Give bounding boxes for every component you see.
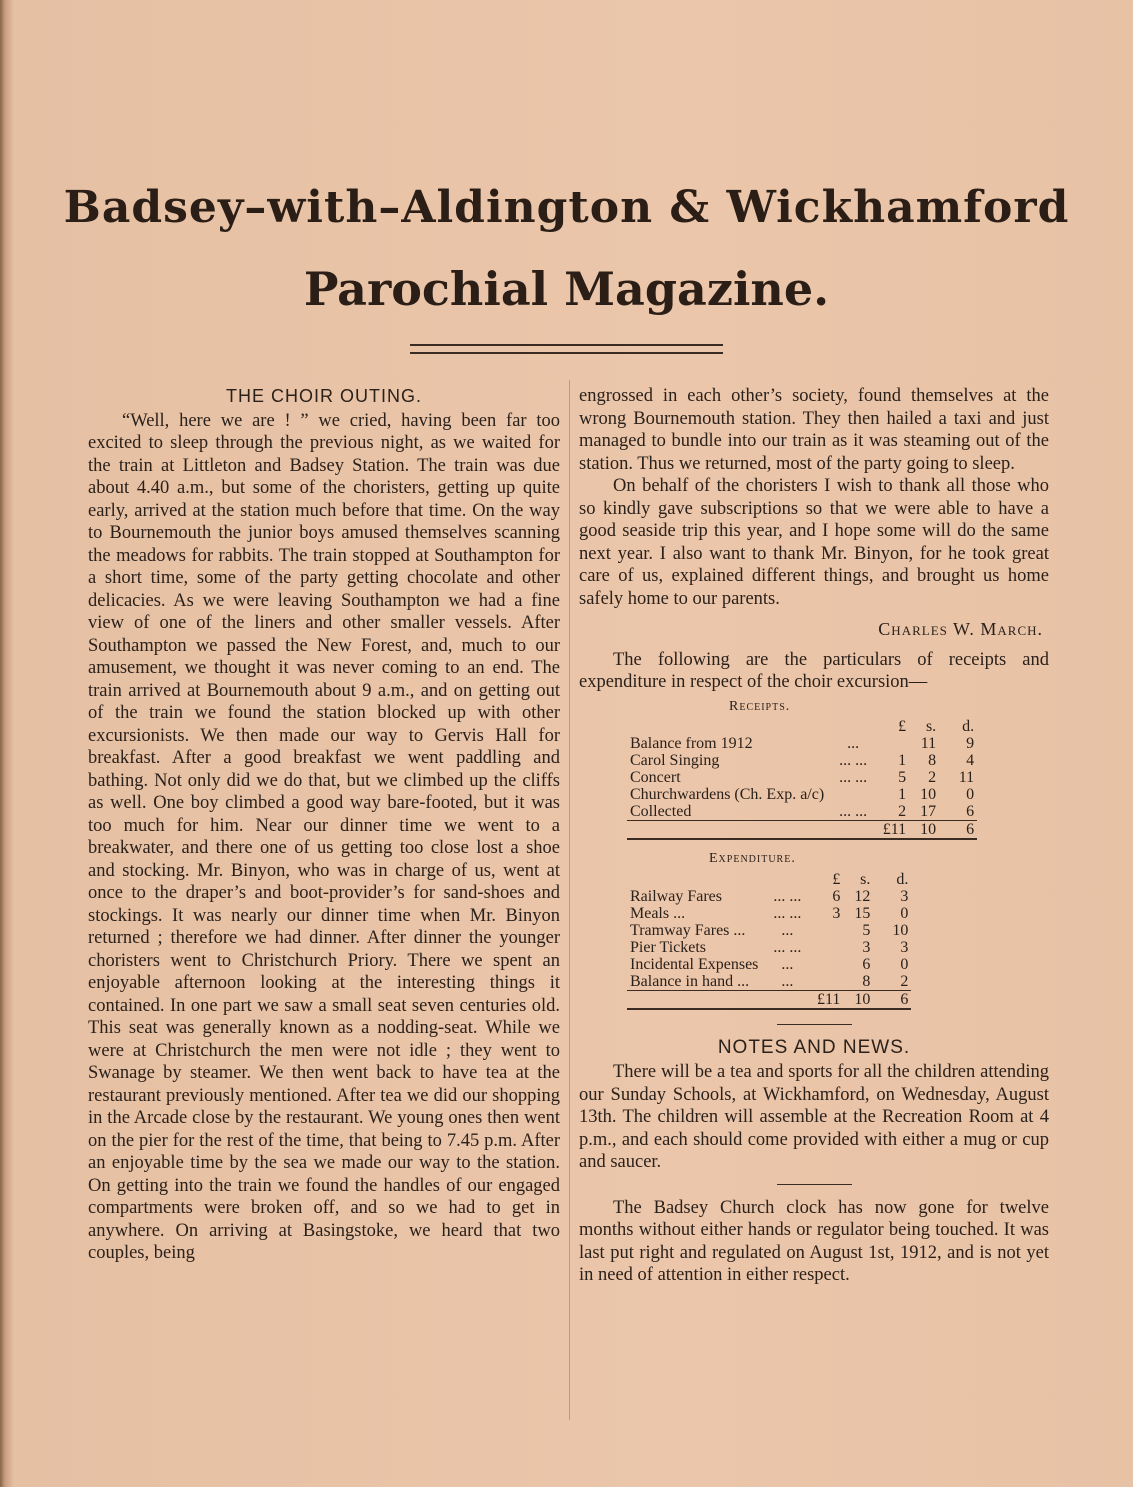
expenditure-header-row — [627, 871, 911, 888]
receipts-total-pence: 6 — [939, 821, 977, 840]
shillings-value: 11 — [920, 735, 937, 752]
notes-heading: NOTES AND NEWS. — [717, 1036, 911, 1058]
shillings-value: 17 — [920, 803, 937, 820]
receipts-row — [627, 735, 977, 752]
account-item: Concert — [630, 769, 681, 786]
pounds-header: £ — [898, 718, 907, 735]
leader-dots: ... ... — [839, 769, 868, 786]
shillings-header: s. — [860, 870, 871, 888]
expenditure-total-pounds: £11 — [813, 990, 843, 1009]
account-item: Pier Tickets — [630, 938, 707, 956]
pence-value: 2 — [900, 972, 909, 990]
section-divider — [777, 1024, 852, 1025]
receipts-total-shillings: 10 — [909, 821, 939, 840]
account-item: Railway Fares — [630, 887, 722, 905]
pence-value: 0 — [900, 904, 909, 922]
pounds-value: 1 — [898, 752, 907, 769]
choir-outing-paragraph-1-continued: engrossed in each other’s society, found themselves at the wrong Bournemouth station. They then hailed a taxi and just managed to bundle into our train as it was steaming out of the station. Thus we returned, most of the party going to sleep. — [579, 386, 1049, 474]
shillings-value: 10 — [920, 786, 937, 803]
receipts-table — [627, 718, 977, 840]
expenditure-row — [627, 888, 911, 905]
masthead-line-2: Parochial Magazine. — [303, 262, 830, 316]
account-item: Carol Singing — [630, 752, 720, 769]
pounds-header: £ — [832, 870, 841, 888]
pence-value: 10 — [892, 921, 909, 939]
receipts-row — [627, 752, 977, 769]
pounds-value — [813, 956, 843, 973]
account-item: Meals ... — [630, 904, 686, 922]
expenditure-total-pence: 6 — [873, 990, 911, 1009]
pence-header: d. — [962, 718, 975, 735]
expenditure-row — [627, 922, 911, 939]
expenditure-row — [627, 973, 911, 991]
shillings-value: 15 — [854, 904, 871, 922]
shillings-value: 8 — [928, 752, 937, 769]
pence-value: 9 — [966, 735, 975, 752]
leader-dots: ... ... — [839, 803, 868, 820]
account-item: Collected — [630, 803, 692, 820]
receipts-row — [627, 803, 977, 821]
leader-dots: ... ... — [773, 938, 802, 956]
shillings-value: 12 — [854, 887, 871, 905]
pounds-value: 2 — [898, 803, 907, 820]
masthead-line-1: Badsey–with–Aldington & Wickhamford — [63, 182, 1070, 233]
shillings-value: 2 — [928, 769, 937, 786]
left-column — [88, 385, 560, 1265]
notes-divider — [777, 1184, 852, 1185]
expenditure-total-row — [627, 990, 911, 1009]
receipts-row — [627, 769, 977, 786]
leader-dots: ... ... — [839, 752, 868, 769]
expenditure-row — [627, 956, 911, 973]
leader-dots: ... — [781, 972, 794, 990]
account-item: Churchwardens (Ch. Exp. a/c) — [630, 786, 825, 803]
shillings-value: 8 — [862, 972, 871, 990]
receipts-total-pounds: £11 — [879, 821, 909, 840]
receipts-row — [627, 786, 977, 803]
account-item: Balance from 1912 — [630, 735, 753, 752]
expenditure-total-shillings: 10 — [843, 990, 873, 1009]
leader-dots — [827, 786, 879, 803]
signature: Charles W. March. — [878, 619, 1043, 639]
pounds-value — [813, 922, 843, 939]
pence-value: 4 — [966, 752, 975, 769]
pence-value: 3 — [900, 887, 909, 905]
choir-outing-paragraph-1: “Well, here we are ! ” we cried, having been far too excited to sleep through the previous night, as we waited for the train at Littleton and Badsey Station. The train was due about 4.40 a.m., but some of the choristers, getting up quite early, arrived at the station much before that time. On the way to Bournemouth the junior boys amused themselves scanning the meadows for rabbits. The train stopped at Southampton for a short time, some of the party getting chocolate and other delicacies. As we were leaving Southampton we had a fine view of one of the liners and other smaller vessels. After Southampton we passed the New Forest, and, much to our amusement, we thought it was never coming to an end. The train arrived at Bournemouth about 9 a.m., and on getting out of the train we found the station blocked up with other excursionists. We then made our way to Gervis Hall for breakfast. After a good breakfast we went paddling and bathing. Not only did we do that, but we climbed up the cliffs as well. One boy climbed a good way bare-footed, but it was too much for him. Near our dinner time we went to a breakwater, and there one of us getting too close lost a shoe and stocking. Mr. Binyon, who was in charge of us, went at once to the draper’s and boot-provider’s for sand-shoes and stockings. It was nearly our dinner time when Mr. Binyon returned ; therefore we had dinner. After dinner the younger choristers went to Christchurch Priory. There we spent an enjoyable afternoon looking at the interesting things it contained. In one part we saw a small seat seven centuries old. This seat was generally known as a nodding-seat. While we were at Christchurch the men were not idle ; they went to Swanage by steamer. We then went back to have tea at the restaurant previously mentioned. After tea we did our shopping in the Arcade close by the restaurant. We young ones then went on the pier for the rest of the time, that being to 7.45 p.m. After an enjoyable time by the sea we made our way to the station. On getting into the train we found the handles of our engaged compartments were broken off, and so we had to get in anywhere. On arriving at Basingstoke, we heard that two couples, being — [88, 410, 560, 1263]
shillings-value: 6 — [862, 955, 871, 973]
choir-outing-heading: THE CHOIR OUTING. — [226, 386, 422, 406]
choir-outing-paragraph-2: On behalf of the choristers I wish to thank all those who so kindly gave subscriptions so that we were able to have a good seaside trip this year, and I hope some will do the same next year. I also want to thank Mr. Binyon, for he took great care of us, explained different things, and brought us home safely home to our parents. — [579, 476, 1049, 609]
account-item: Incidental Expenses — [630, 955, 759, 973]
leader-dots: ... ... — [773, 904, 802, 922]
expenditure-table — [627, 871, 911, 1010]
right-column — [579, 385, 1049, 1287]
receipts-header-row — [627, 718, 977, 735]
notes-paragraph-1: There will be a tea and sports for all the children attending our Sunday Schools, at Wickhamford, on Wednesday, August 13th. The children will assemble at the Recreation Room at 4 p.m., and each should come provided with either a mug or cup and saucer. — [579, 1062, 1049, 1172]
expenditure-row — [627, 905, 911, 922]
pounds-value — [813, 973, 843, 991]
pounds-value — [879, 735, 909, 752]
pence-value: 11 — [958, 769, 975, 786]
pounds-value: 3 — [832, 904, 841, 922]
pence-value: 0 — [900, 955, 909, 973]
shillings-header: s. — [925, 718, 937, 735]
notes-paragraph-2: The Badsey Church clock has now gone for twelve months without either hands or regulator being touched. It was last put right and regulated on August 1st, 1912, and is not yet in need of attention in either respect. — [579, 1197, 1049, 1285]
column-divider — [569, 380, 570, 1420]
pounds-value: 1 — [898, 786, 907, 803]
pounds-value — [813, 939, 843, 956]
pounds-value: 5 — [898, 769, 907, 786]
leader-dots: ... — [781, 955, 794, 973]
shillings-value: 3 — [862, 938, 871, 956]
pence-header: d. — [896, 870, 909, 888]
leader-dots: ... — [781, 921, 794, 939]
account-item: Tramway Fares ... — [630, 921, 746, 939]
leader-dots: ... — [847, 735, 860, 752]
leader-dots: ... ... — [773, 887, 802, 905]
receipts-label: Receipts. — [729, 698, 791, 714]
masthead-double-rule — [410, 344, 723, 354]
pence-value: 3 — [900, 938, 909, 956]
account-item: Balance in hand ... — [630, 972, 750, 990]
receipts-total-row — [627, 821, 977, 840]
expenditure-label: Expenditure. — [709, 851, 796, 866]
expenditure-row — [627, 939, 911, 956]
shillings-value: 5 — [862, 921, 871, 939]
pence-value: 0 — [966, 786, 975, 803]
pence-value: 6 — [966, 803, 975, 820]
accounts-intro: The following are the particulars of receipts and expenditure in respect of the choir excursion— — [579, 649, 1049, 692]
pounds-value: 6 — [832, 887, 841, 905]
